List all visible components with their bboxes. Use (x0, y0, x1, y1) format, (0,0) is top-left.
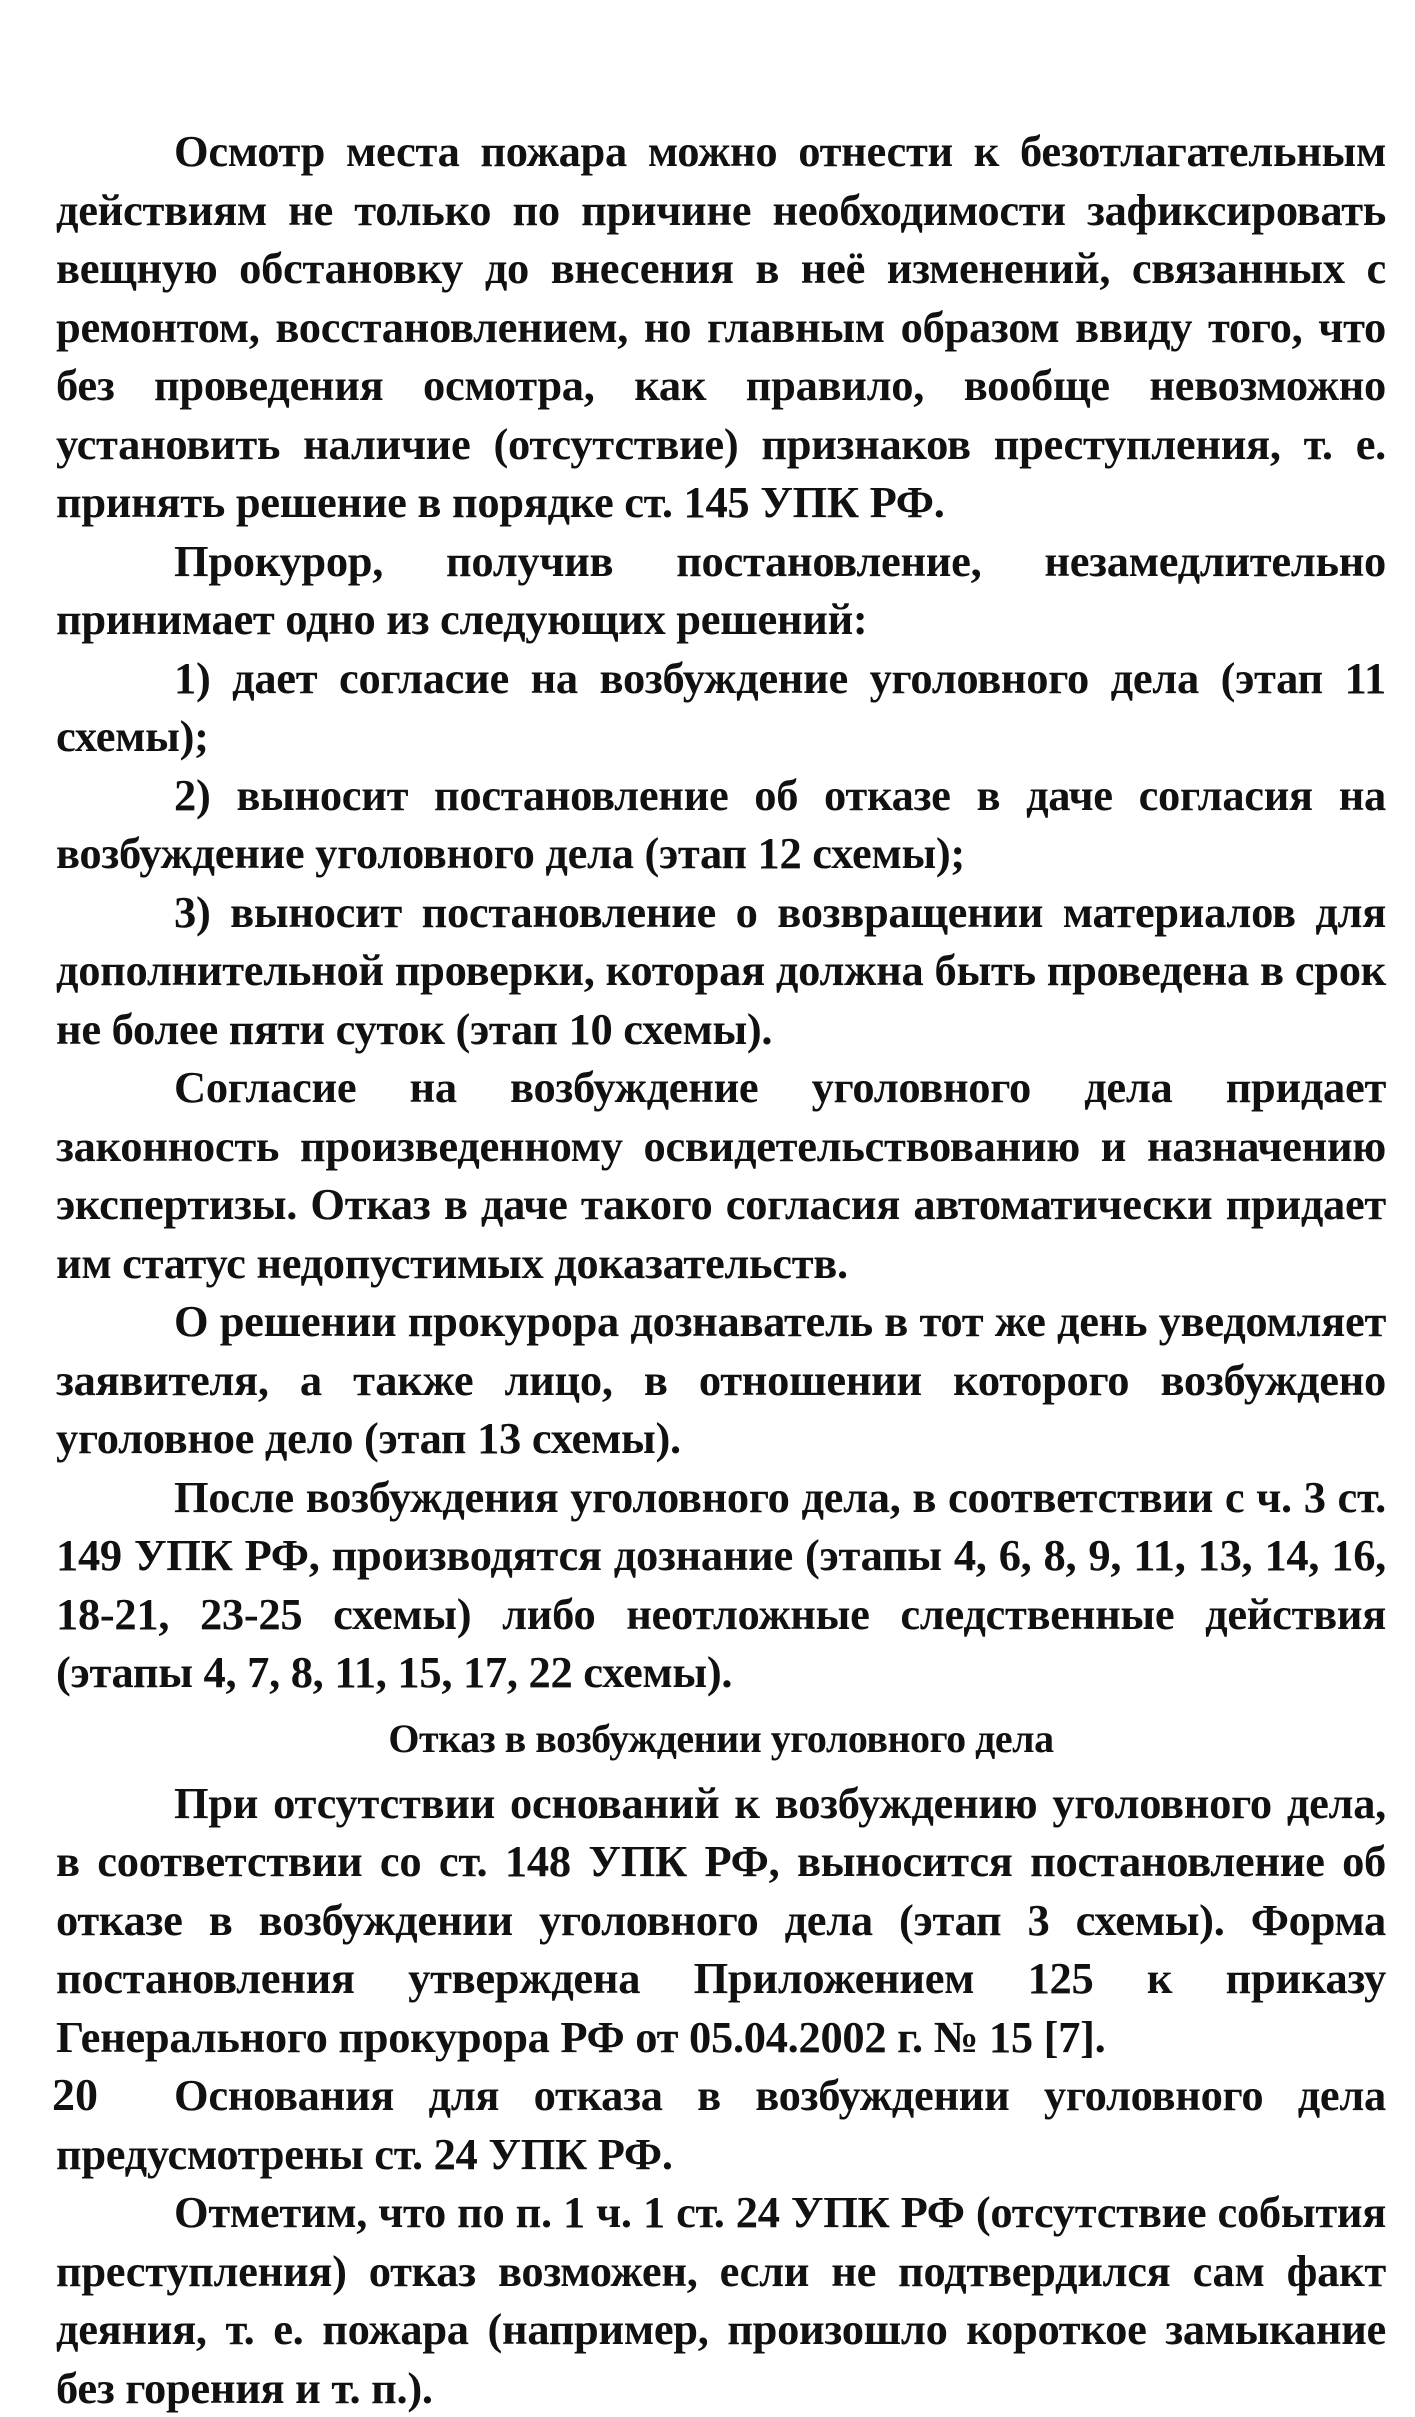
paragraph-no-grounds: При отсутствии оснований к возбуждению уголовного дела, в соответствии со ст. 148 УПК РФ, выносится постановление об отказе в возбуждении уголовного дела (этап 3 схемы). Форма постановления утверждена Приложением 125 к приказу Генерального прокурора РФ от 05.04.2002 г. № 15 [7]. (56, 1777, 1386, 2062)
page-number: 20 (52, 2069, 98, 2120)
paragraph-inspection: Осмотр места пожара можно отнести к безотлагательным действиям не только по причине необходимости зафиксировать вещную обстановку до внесения в неё изменений, связанных с ремонтом, восстановлением, но главным образом ввиду того, что без проведения осмотра, как правило, вообще невозможно установить наличие (отсутствие) признаков преступления, т. е. принять решение в порядке ст. 145 УПК РФ. (56, 126, 1386, 527)
list-item-consent: 1) дает согласие на возбуждение уголовного дела (этап 11 схемы); (56, 652, 1386, 761)
paragraph-notification: О решении прокурора дознаватель в тот же день уведомляет заявителя, а также лицо, в отношении которого возбуждено уголовное дело (этап 13 схемы). (56, 1296, 1386, 1463)
paragraph-prosecutor-decision: Прокурор, получив постановление, незамедлительно принимает одно из следующих решений: (56, 535, 1386, 644)
paragraph-after-initiation: После возбуждения уголовного дела, в соответствии с ч. 3 ст. 149 УПК РФ, производятся дознание (этапы 4, 6, 8, 9, 11, 13, 14, 16, 18-21, 23-25 схемы) либо неотложные следственные действия (этапы 4, 7, 8, 11, 15, 17, 22 схемы). (56, 1471, 1386, 1697)
list-item-return: 3) выносит постановление о возвращении материалов для дополнительной проверки, которая должна быть проведена в срок не более пяти суток (этап 10 схемы). (56, 886, 1386, 1054)
list-item-refusal: 2) выносит постановление об отказе в даче согласия на возбуждение уголовного дела (этап 12 схемы); (56, 769, 1386, 878)
paragraph-consent-effect: Согласие на возбуждение уголовного дела придает законность произведенному освидетельствованию и назначению экспертизы. Отказ в даче такого согласия автоматически придает им статус недопустимых доказательств. (56, 1062, 1386, 1288)
page-body (56, 122, 1386, 2417)
section-heading: Отказ в возбуждении уголовного дела (388, 1715, 1054, 1761)
paragraph-no-event: Отметим, что по п. 1 ч. 1 ст. 24 УПК РФ (отсутствие события преступления) отказ возможен, если не подтвердился сам факт деяния, т. е. пожара (например, произошло короткое замыкание без горения и т. п.). (56, 2187, 1386, 2413)
paragraph-refusal-grounds: Основания для отказа в возбуждении уголовного дела предусмотрены ст. 24 УПК РФ. (56, 2070, 1386, 2179)
